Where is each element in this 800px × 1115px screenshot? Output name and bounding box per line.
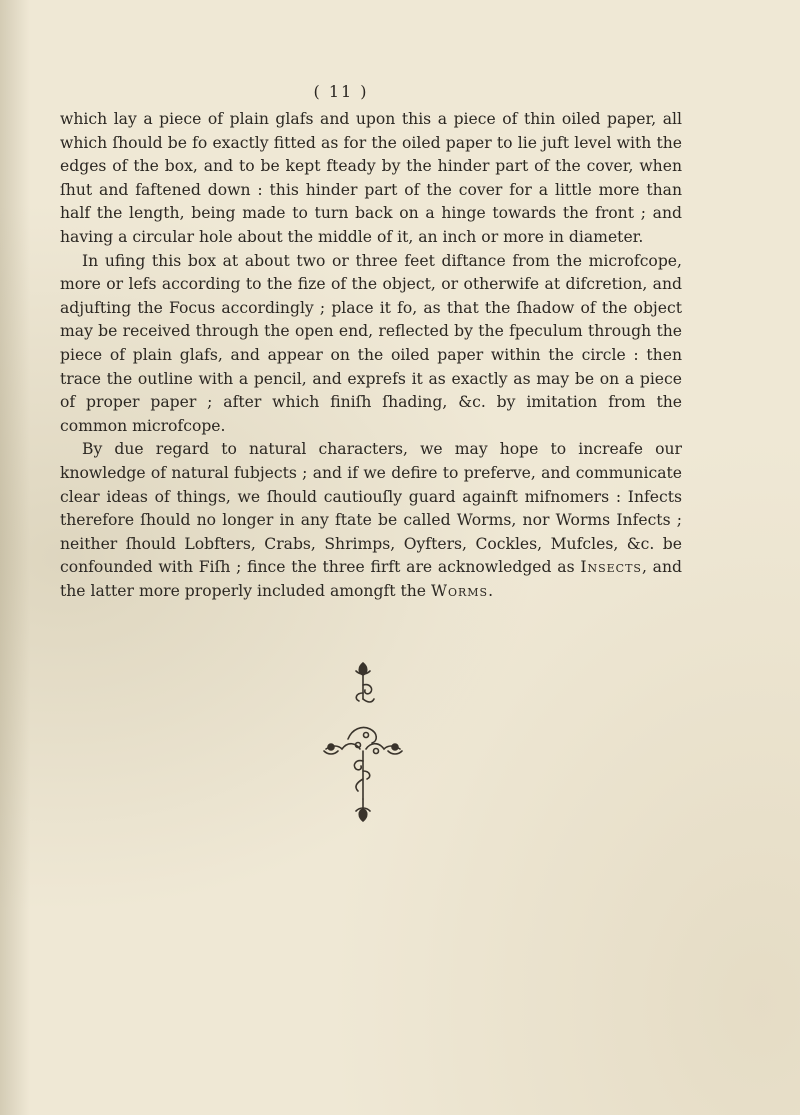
page-number: ( 11 ) [313, 82, 369, 101]
page-edge-shadow [0, 0, 30, 1115]
term-insects: Insects [580, 558, 642, 577]
body-text [60, 108, 682, 603]
tailpiece-ornament-icon [318, 659, 408, 824]
paragraph-1: which lay a piece of plain glafs and upon this a piece of thin oiled paper, all which ſhould be fo exactly fitted as for the oiled paper to lie juft level with the edges of the box, and to be kept fteady by the hinder part of the cover, when ſhut and faftened down : this hinder part of the cover for a little more than half the length, being made to turn back on a hinge towards the front ; and having a circular hole about the middle of it, an inch or more in diameter. [60, 110, 682, 246]
paragraph-3-middle: , and the latter more properly included amongft the [60, 558, 682, 600]
paragraph-3-before: By due regard to natural characters, we may hope to increafe our knowledge of natural fubjects ; and if we defire to preferve, and communicate clear ideas of things, we ſhould cautiouſly guard againft mifnomers : Infects therefore ſhould no longer in any ftate be called Worms, nor Worms Infects ; neither ſhould Lobfters, Crabs, Shrimps, Oyfters, Cockles, Mufcles, &c. be confounded with Fiſh ; fince the three firft are acknowledged as [60, 440, 682, 577]
paragraph-3 [60, 438, 682, 603]
paragraph-2: In ufing this box at about two or three feet diftance from the microfcope, more or lefs according to the fize of the object, or otherwife at difcretion, and adjufting the Focus accordingly ; place it fo, as that the ſhadow of the object may be received through the open end, reflected by the fpeculum through the piece of plain glafs, and appear on the oiled paper within the circle : then trace the outline with a pencil, and exprefs it as exactly as may be on a piece of proper paper ; after which finiſh ſhading, &c. by imitation from the common microfcope. [60, 251, 682, 435]
paragraph-3-after: . [488, 581, 494, 600]
term-worms: Worms [430, 581, 489, 600]
